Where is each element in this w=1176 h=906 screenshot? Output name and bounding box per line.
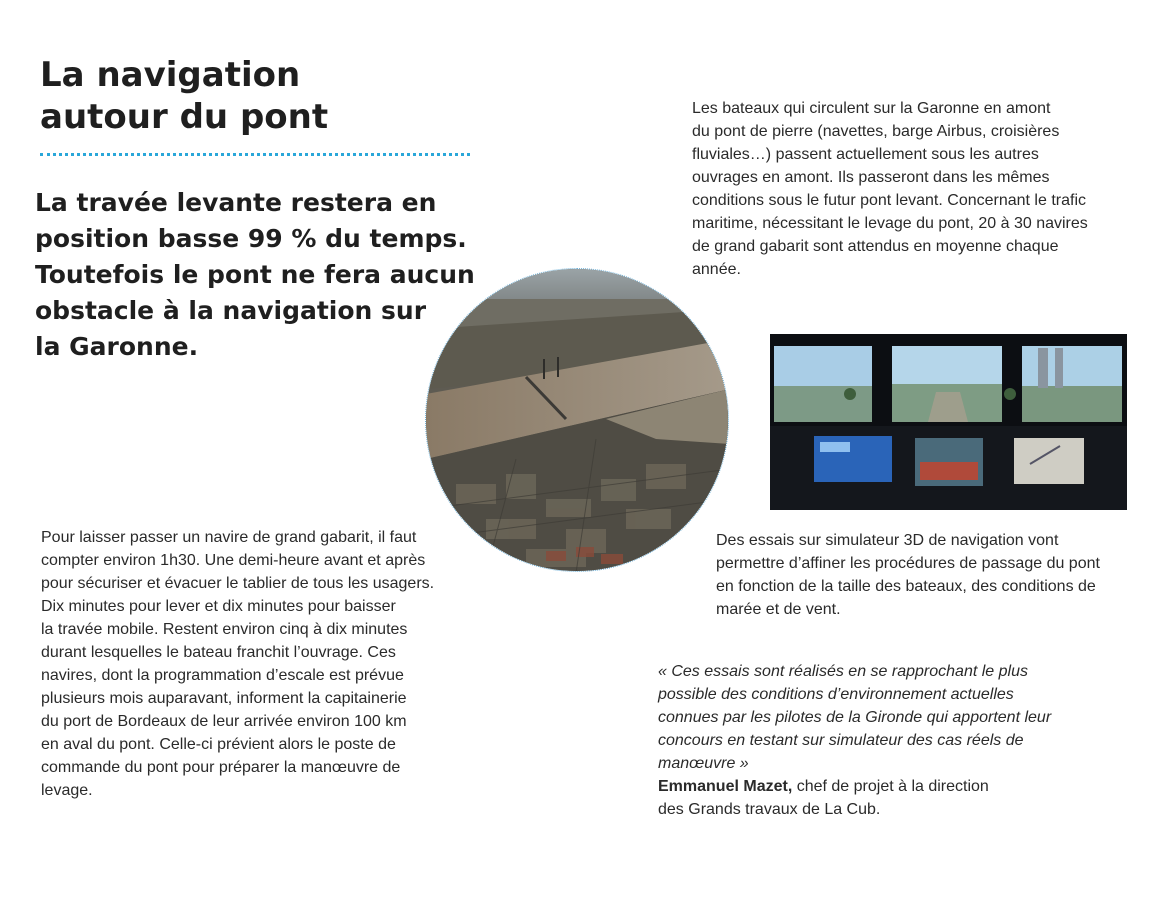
author-name: Emmanuel Mazet, — [658, 778, 793, 795]
lifting-procedure-paragraph — [41, 526, 434, 802]
paragraph-line: du port de Bordeaux de leur arrivée environ 100 km — [41, 713, 407, 730]
simulator-photo — [770, 334, 1127, 510]
simulator-caption — [716, 529, 1100, 621]
navigation-simulator-photo — [770, 334, 1127, 510]
lead-line: obstacle à la navigation sur — [35, 296, 427, 325]
paragraph-line: compter environ 1h30. Une demi-heure avant et après — [41, 552, 426, 569]
lead-paragraph — [35, 185, 475, 365]
quote-line: possible des conditions d’environnement actuelles — [658, 686, 1014, 703]
title-line: La navigation — [40, 55, 301, 95]
paragraph-line: en aval du pont. Celle-ci prévient alors le poste de — [41, 736, 396, 753]
quote-block — [658, 660, 1051, 821]
caption-line: en fonction de la taille des bateaux, des conditions de — [716, 578, 1096, 595]
quote-line: concours en testant sur simulateur des cas réels de — [658, 732, 1024, 749]
page-title — [40, 54, 470, 138]
paragraph-line: levage. — [41, 782, 93, 799]
lead-line: Toutefois le pont ne fera aucun — [35, 260, 475, 289]
caption-line: marée et de vent. — [716, 601, 841, 618]
paragraph-line: commande du pont pour préparer la manœuvre de — [41, 759, 401, 776]
lead-line: La travée levante restera en — [35, 188, 437, 217]
lead-line: position basse 99 % du temps. — [35, 224, 467, 253]
title-dotted-rule — [40, 153, 470, 156]
author-role-line: des Grands travaux de La Cub. — [658, 801, 881, 818]
paragraph-line: fluviales…) passent actuellement sous les autres — [692, 146, 1039, 163]
aerial-river-bridge-photo — [426, 269, 729, 572]
quote-text — [658, 660, 1051, 775]
quote-line: manœuvre » — [658, 755, 749, 772]
caption-line: permettre d’affiner les procédures de passage du pont — [716, 555, 1100, 572]
quote-author — [658, 775, 1051, 821]
paragraph-line: ouvrages en amont. Ils passeront dans les mêmes — [692, 169, 1050, 186]
title-line: autour du pont — [40, 97, 329, 137]
paragraph-line: année. — [692, 261, 741, 278]
paragraph-line: conditions sous le futur pont levant. Concernant le trafic — [692, 192, 1086, 209]
paragraph-line: durant lesquelles le bateau franchit l’ouvrage. Ces — [41, 644, 396, 661]
paragraph-line: Dix minutes pour lever et dix minutes pour baisser — [41, 598, 396, 615]
paragraph-line: pour sécuriser et évacuer le tablier de tous les usagers. — [41, 575, 435, 592]
paragraph-line: maritime, nécessitant le levage du pont, 20 à 30 navires — [692, 215, 1088, 232]
paragraph-line: plusieurs mois auparavant, informent la capitainerie — [41, 690, 407, 707]
paragraph-line: du pont de pierre (navettes, barge Airbus, croisières — [692, 123, 1060, 140]
aerial-photo — [425, 268, 729, 572]
paragraph-line: la travée mobile. Restent environ cinq à dix minutes — [41, 621, 408, 638]
quote-line: « Ces essais sont réalisés en se rapprochant le plus — [658, 663, 1028, 680]
caption-line: Des essais sur simulateur 3D de navigation vont — [716, 532, 1059, 549]
upstream-traffic-paragraph — [692, 97, 1088, 281]
paragraph-line: de grand gabarit sont attendus en moyenne chaque — [692, 238, 1059, 255]
paragraph-line: Pour laisser passer un navire de grand gabarit, il faut — [41, 529, 417, 546]
lead-line: la Garonne. — [35, 332, 199, 361]
paragraph-line: navires, dont la programmation d’escale est prévue — [41, 667, 404, 684]
quote-line: connues par les pilotes de la Gironde qui apportent leur — [658, 709, 1052, 726]
author-role: chef de projet à la direction — [792, 778, 989, 795]
author-line — [658, 775, 1051, 798]
paragraph-line: Les bateaux qui circulent sur la Garonne en amont — [692, 100, 1051, 117]
